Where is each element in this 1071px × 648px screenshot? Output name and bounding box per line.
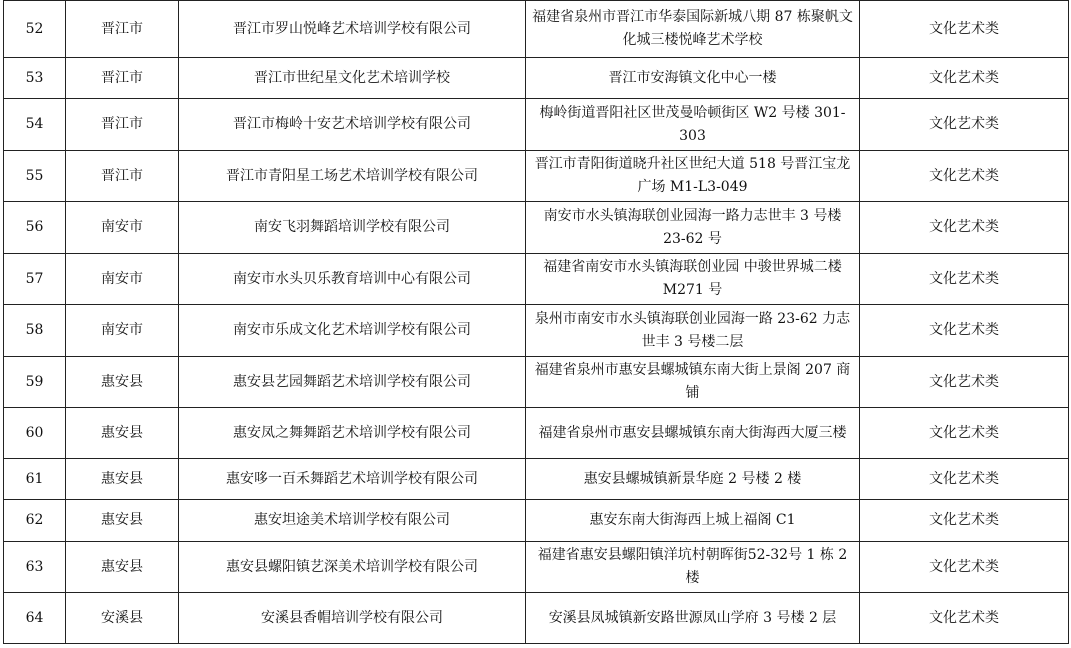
table-row (4, 542, 1069, 593)
row-city: 晋江市 (66, 1, 179, 58)
row-number: 55 (4, 151, 66, 202)
row-address: 南安市水头镇海联创业园海一路力志世丰 3 号楼 23-62 号 (526, 202, 860, 254)
row-number: 64 (4, 593, 66, 644)
row-category: 文化艺术类 (860, 99, 1069, 151)
row-number: 52 (4, 1, 66, 58)
row-city: 惠安县 (66, 459, 179, 500)
row-number: 63 (4, 542, 66, 593)
row-institution-name: 惠安凤之舞舞蹈艺术培训学校有限公司 (179, 408, 526, 459)
row-institution-name: 晋江市世纪星文化艺术培训学校 (179, 58, 526, 99)
institution-table (3, 0, 1069, 644)
row-address: 惠安县螺城镇新景华庭 2 号楼 2 楼 (526, 459, 860, 500)
table-row (4, 357, 1069, 408)
row-category: 文化艺术类 (860, 151, 1069, 202)
row-city: 惠安县 (66, 500, 179, 542)
row-address: 福建省泉州市晋江市华泰国际新城八期 87 栋聚帆文化城三楼悦峰艺术学校 (526, 1, 860, 58)
row-city: 惠安县 (66, 357, 179, 408)
row-institution-name: 晋江市梅岭十安艺术培训学校有限公司 (179, 99, 526, 151)
row-city: 晋江市 (66, 99, 179, 151)
row-address: 晋江市安海镇文化中心一楼 (526, 58, 860, 99)
row-institution-name: 惠安哆一百禾舞蹈艺术培训学校有限公司 (179, 459, 526, 500)
row-address: 安溪县凤城镇新安路世源凤山学府 3 号楼 2 层 (526, 593, 860, 644)
row-address: 福建省泉州市惠安县螺城镇东南大街海西大厦三楼 (526, 408, 860, 459)
row-number: 54 (4, 99, 66, 151)
row-category: 文化艺术类 (860, 459, 1069, 500)
row-category: 文化艺术类 (860, 500, 1069, 542)
table-row (4, 408, 1069, 459)
row-institution-name: 惠安县螺阳镇艺深美术培训学校有限公司 (179, 542, 526, 593)
row-address: 福建省泉州市惠安县螺城镇东南大街上景阁 207 商铺 (526, 357, 860, 408)
table-row (4, 202, 1069, 254)
row-city: 南安市 (66, 202, 179, 254)
row-address: 梅岭街道晋阳社区世茂曼哈顿街区 W2 号楼 301-303 (526, 99, 860, 151)
row-number: 57 (4, 254, 66, 305)
row-category: 文化艺术类 (860, 1, 1069, 58)
row-institution-name: 安溪县香帽培训学校有限公司 (179, 593, 526, 644)
table-row (4, 305, 1069, 357)
row-category: 文化艺术类 (860, 305, 1069, 357)
row-city: 南安市 (66, 305, 179, 357)
table-row (4, 58, 1069, 99)
row-number: 60 (4, 408, 66, 459)
row-institution-name: 南安市乐成文化艺术培训学校有限公司 (179, 305, 526, 357)
row-institution-name: 晋江市青阳星工场艺术培训学校有限公司 (179, 151, 526, 202)
row-category: 文化艺术类 (860, 542, 1069, 593)
row-number: 56 (4, 202, 66, 254)
row-city: 惠安县 (66, 542, 179, 593)
row-city: 南安市 (66, 254, 179, 305)
row-category: 文化艺术类 (860, 593, 1069, 644)
table-row (4, 151, 1069, 202)
table-row (4, 1, 1069, 58)
row-number: 58 (4, 305, 66, 357)
row-institution-name: 南安市水头贝乐教育培训中心有限公司 (179, 254, 526, 305)
row-address: 泉州市南安市水头镇海联创业园海一路 23-62 力志世丰 3 号楼二层 (526, 305, 860, 357)
table-row (4, 459, 1069, 500)
row-category: 文化艺术类 (860, 202, 1069, 254)
row-number: 62 (4, 500, 66, 542)
row-city: 安溪县 (66, 593, 179, 644)
row-institution-name: 惠安坦途美术培训学校有限公司 (179, 500, 526, 542)
table-row (4, 500, 1069, 542)
table-row (4, 99, 1069, 151)
table-row (4, 254, 1069, 305)
institution-table-wrapper (3, 0, 1068, 644)
row-address: 福建省南安市水头镇海联创业园 中骏世界城二楼 M271 号 (526, 254, 860, 305)
row-address: 惠安东南大街海西上城上福阁 C1 (526, 500, 860, 542)
row-city: 惠安县 (66, 408, 179, 459)
row-address: 晋江市青阳街道晓升社区世纪大道 518 号晋江宝龙广场 M1-L3-049 (526, 151, 860, 202)
row-category: 文化艺术类 (860, 408, 1069, 459)
row-institution-name: 晋江市罗山悦峰艺术培训学校有限公司 (179, 1, 526, 58)
row-institution-name: 南安飞羽舞蹈培训学校有限公司 (179, 202, 526, 254)
row-number: 61 (4, 459, 66, 500)
row-city: 晋江市 (66, 151, 179, 202)
row-category: 文化艺术类 (860, 58, 1069, 99)
row-address: 福建省惠安县螺阳镇洋坑村朝晖街52-32号 1 栋 2 楼 (526, 542, 860, 593)
row-number: 53 (4, 58, 66, 99)
row-category: 文化艺术类 (860, 254, 1069, 305)
row-number: 59 (4, 357, 66, 408)
row-city: 晋江市 (66, 58, 179, 99)
row-institution-name: 惠安县艺园舞蹈艺术培训学校有限公司 (179, 357, 526, 408)
table-row (4, 593, 1069, 644)
row-category: 文化艺术类 (860, 357, 1069, 408)
